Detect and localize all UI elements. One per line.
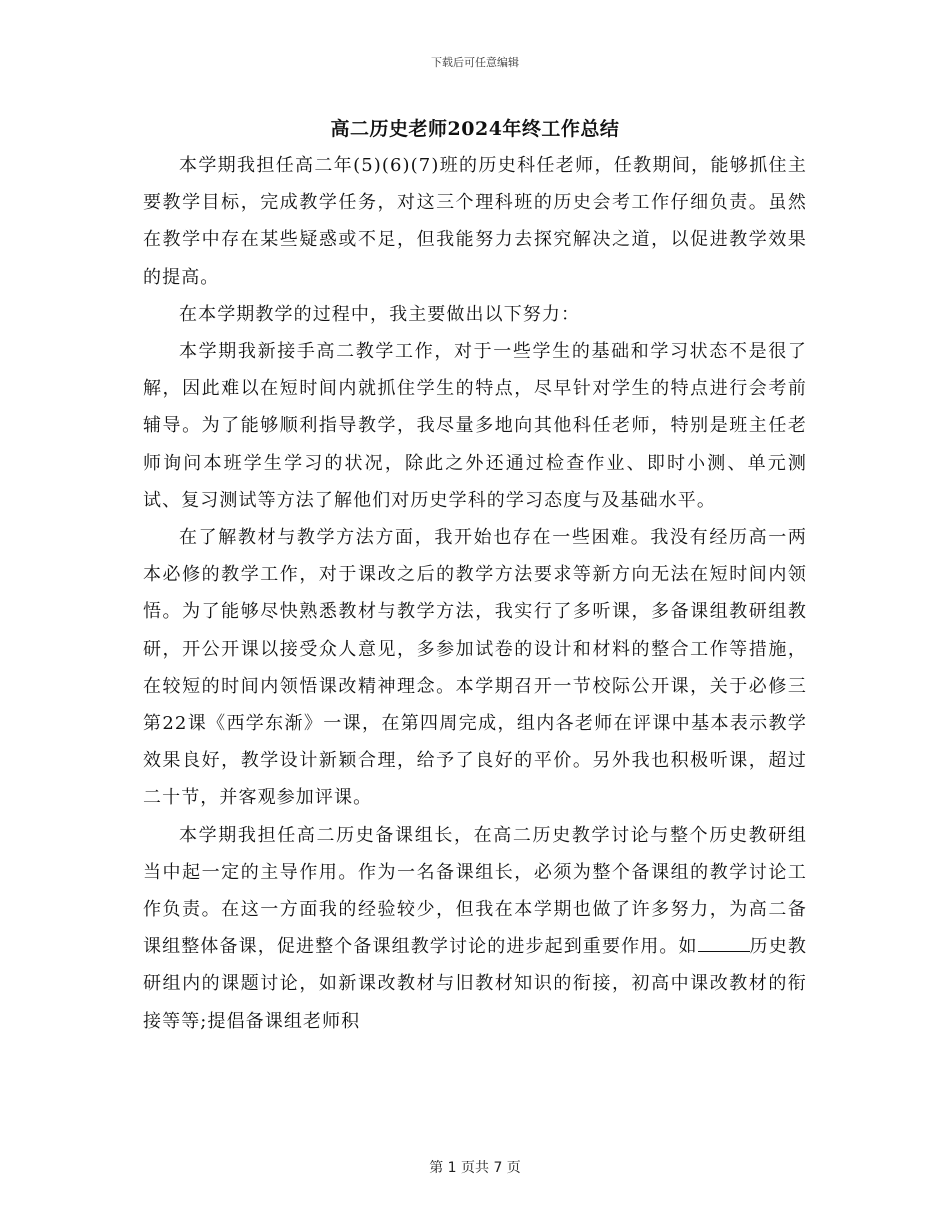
paragraph-intro: 本学期我担任高二年(5)(6)(7)班的历史科任老师，任教期间，能够抓住主要教学目标，完成教学任务，对这三个理科班的历史会考工作仔细负责。虽然在教学中存在某些疑惑或不足，但我能努力去探究解决之道，以促进教学效果的提高。 [143,155,807,288]
paragraph-text-before-blank: 本学期我担任高二历史备课组长，在高二历史教学讨论与整个历史教研组当中起一定的主导作用。作为一名备课组长，必须为整个备课组的教学讨论工作负责。在这一方面我的经验较少，但我在本学期也做了许多努力，为高二备课组整体备课，促进整个备课组教学讨论的进步起到重要作用。如 [143,824,807,958]
document-body [143,147,807,1040]
paragraph-efforts-lead: 在本学期教学的过程中，我主要做出以下努力： [179,303,581,325]
document-title: 高二历史老师2024年终工作总结 [330,118,620,140]
paragraph-lesson-group-leader [143,817,807,1040]
fill-in-blank [698,935,750,952]
header-note: 下载后可任意编辑 [431,56,519,69]
paragraph-student-understanding: 本学期我新接手高二教学工作，对于一些学生的基础和学习状态不是很了解，因此难以在短时间内就抓住学生的特点，尽早针对学生的特点进行会考前辅导。为了能够顺利指导教学，我尽量多地向其他科任老师，特别是班主任老师询问本班学生学习的状况，除此之外还通过检查作业、即时小测、单元测试、复习测试等方法了解他们对历史学科的学习态度与及基础水平。 [143,341,807,511]
page-number-footer: 第 1 页共 7 页 [429,1160,521,1176]
paragraph-text-after-blank: 历史教研组内的课题讨论，如新课改教材与旧教材知识的衔接，初高中课改教材的衔接等等;提倡备课组老师积 [143,936,807,1032]
paragraph-teaching-methods: 在了解教材与教学方法方面，我开始也存在一些困难。我没有经历高一两本必修的教学工作，对于课改之后的教学方法要求等新方向无法在短时间内领悟。为了能够尽快熟悉教材与教学方法，我实行了多听课，多备课组教研组教研，开公开课以接受众人意见，多参加试卷的设计和材料的整合工作等措施，在较短的时间内领悟课改精神理念。本学期召开一节校际公开课，关于必修三第22课《西学东渐》一课，在第四周完成，组内各老师在评课中基本表示教学效果良好，教学设计新颖合理，给予了良好的平价。另外我也积极听课，超过二十节，并客观参加评课。 [143,527,807,809]
